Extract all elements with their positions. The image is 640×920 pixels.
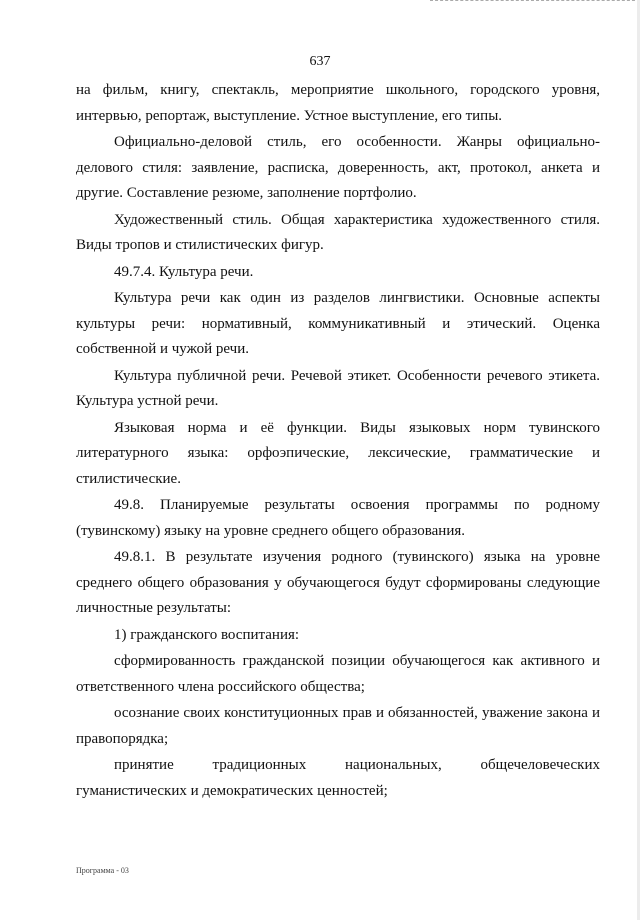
paragraph: Культура речи как один из разделов лингвистики. Основные аспекты культуры речи: нормативный, коммуникативный и этический. Оценка собственной и чужой речи. [76, 290, 600, 357]
section-heading: 49.8. Планируемые результаты освоения программы по родному (тувинскому) языку на уровне среднего общего образования. [76, 497, 600, 539]
paragraph: Культура публичной речи. Речевой этикет. Особенности речевого этикета. Культура устной речи. [76, 367, 600, 409]
page-number: 637 [309, 54, 331, 69]
top-border-line [430, 0, 640, 3]
list-heading: 1) гражданского воспитания: [114, 626, 300, 643]
paragraph: Художественный стиль. Общая характеристика художественного стиля. Виды тропов и стилистических фигур. [76, 211, 600, 253]
section-heading: 49.7.4. Культура речи. [114, 263, 254, 280]
list-item: сформированность гражданской позиции обучающегося как активного и ответственного члена российского общества; [76, 653, 600, 695]
paragraph: на фильм, книгу, спектакль, мероприятие школьного, городского уровня, интервью, репортаж, выступление. Устное выступление, его типы. [76, 82, 600, 124]
footer-label: Программа - 03 [76, 866, 129, 875]
paragraph: Официально-деловой стиль, его особенности. Жанры официально-делового стиля: заявление, расписка, доверенность, акт, протокол, анкета и другие. Составление резюме, заполнение портфолио. [76, 134, 600, 201]
paragraph: 49.8.1. В результате изучения родного (тувинского) языка на уровне среднего общего образования у обучающегося будут сформированы следующие личностные результаты: [76, 549, 600, 616]
document-body [76, 78, 600, 804]
paragraph: Языковая норма и её функции. Виды языковых норм тувинского литературного языка: орфоэпические, лексические, грамматические и стилистические. [76, 419, 600, 487]
list-item: осознание своих конституционных прав и обязанностей, уважение закона и правопорядка; [76, 705, 600, 747]
list-item: принятие традиционных национальных, общечеловеческих гуманистических и демократических ценностей; [76, 757, 600, 799]
